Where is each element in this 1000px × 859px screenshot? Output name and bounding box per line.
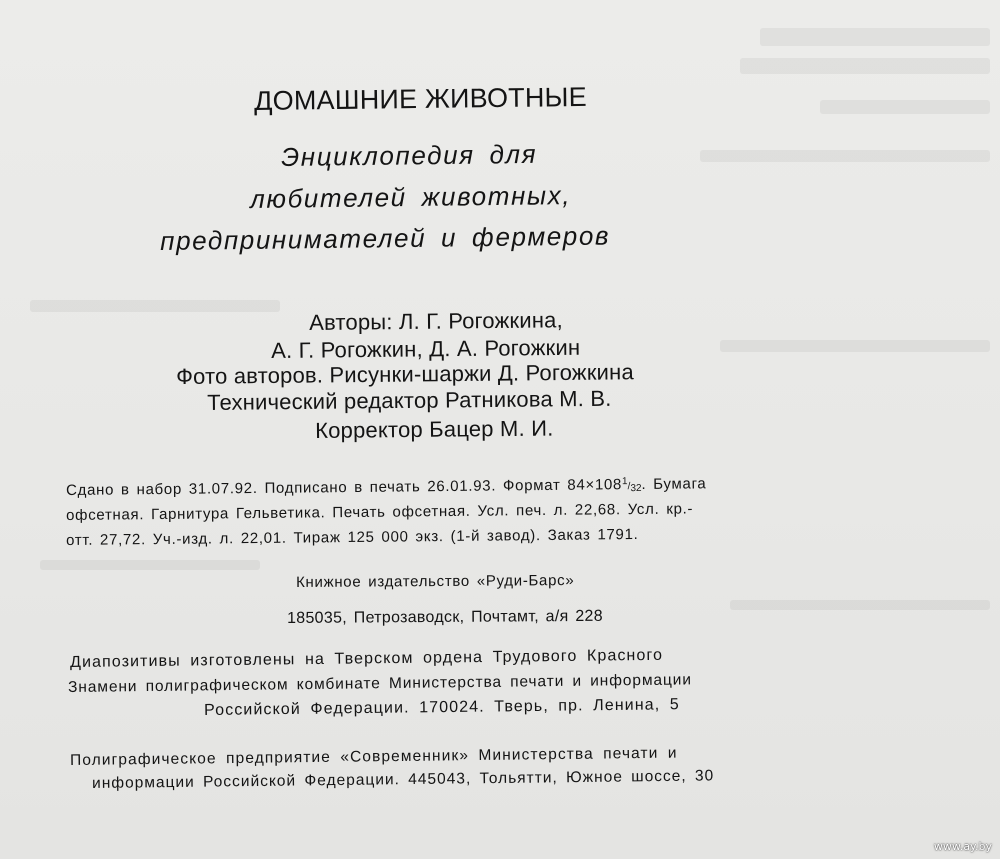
format-numerator: 1: [621, 476, 628, 488]
book-title: ДОМАШНИЕ ЖИВОТНЫЕ: [254, 81, 588, 116]
technical-editor: Технический редактор Ратникова М. В.: [207, 385, 612, 415]
imprint-text: . Бумага: [641, 475, 707, 493]
imprint-text: Сдано в набор 31.07.92. Подписано в печать 26.01.93. Формат 84×108: [66, 476, 623, 499]
printer-line: Знамени полиграфическом комбинате Министерства печати и информации: [68, 671, 692, 696]
imprint-line: офсетная. Гарнитура Гельветика. Печать офсетная. Усл. печ. л. 22,68. Усл. кр.-: [66, 500, 694, 524]
authors-line: А. Г. Рогожкин, Д. А. Рогожкин: [271, 334, 581, 363]
subtitle-line: любителей животных,: [250, 180, 572, 214]
show-through-text: [700, 150, 990, 162]
show-through-text: [730, 600, 990, 610]
show-through-text: [820, 100, 990, 114]
printer-line: Полиграфическое предприятие «Современник» Министерства печати и: [70, 744, 678, 769]
show-through-text: [740, 58, 990, 74]
publisher-address: 185035, Петрозаводск, Почтамт, а/я 228: [287, 607, 603, 627]
format-denominator: 32: [630, 482, 642, 495]
proofreader: Корректор Бацер М. И.: [315, 415, 554, 443]
show-through-text: [30, 300, 280, 312]
show-through-text: [720, 340, 990, 352]
subtitle-line: предпринимателей и фермеров: [160, 220, 611, 256]
publisher-name: Книжное издательство «Руди-Барс»: [296, 572, 575, 591]
show-through-text: [40, 560, 260, 570]
imprint-line: отт. 27,72. Уч.-изд. л. 22,01. Тираж 125 000 экз. (1-й завод). Заказ 1791.: [66, 526, 639, 549]
subtitle-line: Энциклопедия для: [281, 138, 538, 172]
format-fraction: $^1/_{32}$: [621, 476, 642, 495]
watermark: www.ay.by: [933, 840, 992, 853]
imprint-line: [66, 475, 707, 500]
show-through-text: [760, 28, 990, 46]
photo-credit: Фото авторов. Рисунки-шаржи Д. Рогожкина: [176, 359, 634, 389]
printer-line: Диапозитивы изготовлены на Тверском ордена Трудового Красного: [70, 646, 664, 671]
authors-line: Авторы: Л. Г. Рогожкина,: [309, 307, 563, 335]
printer-line: информации Российской Федерации. 445043, Тольятти, Южное шоссе, 30: [92, 767, 715, 792]
printer-line: Российской Федерации. 170024. Тверь, пр. Ленина, 5: [204, 696, 680, 719]
